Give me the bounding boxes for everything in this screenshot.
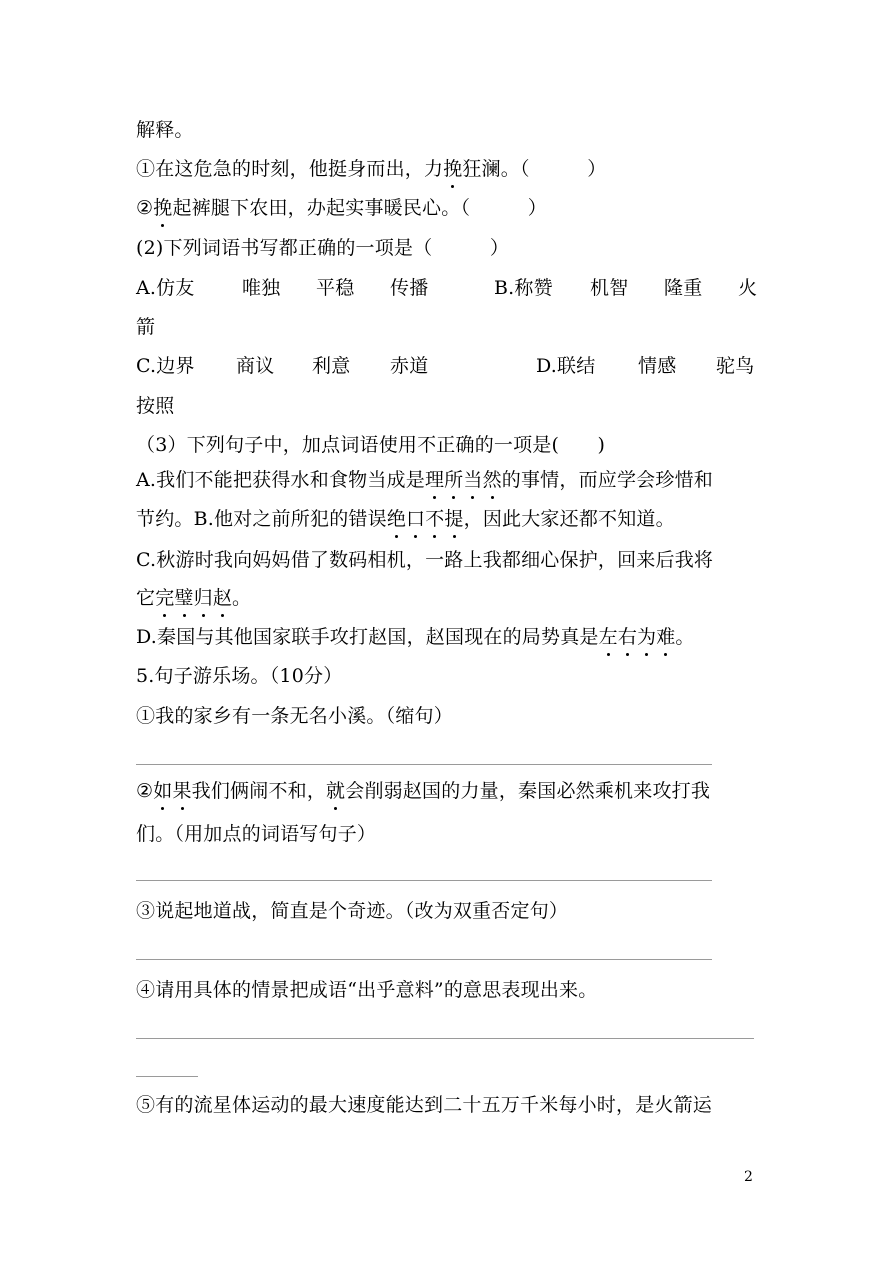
option-b-word-4: 火 (738, 277, 758, 299)
text: 节约。B.他对之前所犯的错误 (136, 508, 387, 530)
text: 它 (136, 587, 156, 609)
dotted-character: 为 (637, 626, 657, 648)
answer-line[interactable] (136, 959, 712, 960)
dotted-character: 左 (598, 626, 618, 648)
dotted-character: 挽 (443, 158, 463, 180)
dotted-character: 就 (326, 780, 346, 802)
text: 起裤腿下农田，办起实事暖民心。（ ） (172, 197, 547, 219)
answer-line-end[interactable] (136, 1076, 198, 1077)
option-a-word-2: 唯独 (242, 277, 281, 299)
sentence-a-line-2 (136, 507, 758, 531)
question-5-5 (136, 1093, 758, 1117)
text: 。 (675, 626, 695, 648)
question-1-line (136, 157, 758, 181)
dotted-character: 绝 (386, 508, 407, 530)
option-b-word-2: 机智 (590, 277, 629, 299)
options-ab-wrap (136, 315, 758, 339)
question-5-2-line-2 (136, 822, 758, 846)
dotted-character: 璧 (174, 587, 194, 609)
text: ③说起地道战，简直是个奇迹。（改为双重否定句） (136, 900, 569, 922)
text: 们。（用加点的词语写句子） (136, 823, 377, 845)
option-d-word-1: D.联结 (536, 355, 596, 377)
text: (2)下列词语书写都正确的一项是（ ） (136, 237, 510, 259)
question-5-3 (136, 899, 758, 923)
text: 解释。 (136, 119, 194, 141)
sentence-d-line (136, 625, 758, 649)
dotted-character: 完 (155, 587, 175, 609)
text: ①我的家乡有一条无名小溪。（缩句） (136, 705, 453, 727)
option-c-word-3: 利意 (312, 355, 351, 377)
option-a-word-1: A.仿友 (136, 277, 195, 299)
options-cd-wrap (136, 394, 758, 418)
text: C.秋游时我向妈妈借了数码相机，一路上我都细心保护，回来后我将 (136, 549, 714, 571)
answer-line[interactable] (136, 880, 712, 881)
text: D.秦国与其他国家联手攻打赵国，赵国现在的局势真是 (136, 626, 599, 648)
sentence-c-line-2 (136, 586, 758, 610)
dotted-character: 右 (617, 626, 638, 648)
dotted-character: 然 (482, 469, 502, 491)
dotted-character: 挽 (153, 197, 173, 219)
question-5-1 (136, 704, 758, 728)
text: 我们俩闹不和， (191, 780, 327, 802)
text: 箭 (136, 316, 156, 338)
option-a-word-3: 平稳 (316, 277, 355, 299)
text: ①在这危急的时刻，他挺身而出，力 (136, 158, 444, 180)
sentence-c-line-1 (136, 548, 758, 572)
question-2-line (136, 196, 758, 220)
text: ⑤有的流星体运动的最大速度能达到二十五万千米每小时，是火箭运 (136, 1094, 713, 1116)
page-number: 2 (744, 1169, 753, 1185)
text: 狂澜。（ ） (462, 158, 607, 180)
sub-question-2 (136, 236, 758, 260)
question-5-2-line-1 (136, 779, 758, 803)
dotted-character: 口 (406, 508, 426, 530)
dotted-character: 提 (444, 508, 464, 530)
text: 的事情，而应学会珍惜和 (501, 469, 713, 491)
option-d-word-3: 驼鸟 (716, 355, 755, 377)
question-5-4 (136, 978, 758, 1002)
dotted-character: 赵 (212, 587, 233, 609)
text: 5.句子游乐场。（10分） (136, 665, 343, 687)
option-c-word-1: C.边界 (136, 355, 195, 377)
text: ，因此大家还都不知道。 (463, 508, 675, 530)
text: 会削弱赵国的力量，秦国必然乘机来攻打我 (345, 780, 711, 802)
text: 。 (232, 587, 252, 609)
answer-line[interactable] (136, 1038, 754, 1039)
option-b-word-1: B.称赞 (494, 277, 553, 299)
option-b-word-3: 隆重 (664, 277, 703, 299)
dotted-character: 所 (444, 469, 464, 491)
answer-line[interactable] (136, 764, 712, 765)
text-line (136, 118, 758, 142)
text: （3）下列句子中，加点词语使用不正确的一项是( ) (136, 434, 606, 456)
sentence-a-line-1 (136, 468, 758, 492)
dotted-character: 果 (172, 780, 192, 802)
dotted-character: 归 (193, 587, 213, 609)
dotted-character: 不 (425, 508, 445, 530)
dotted-character: 难 (656, 626, 676, 648)
text: ④请用具体的情景把成语“出乎意料”的意思表现出来。 (136, 979, 598, 1001)
dotted-character: 理 (424, 469, 445, 491)
text: 按照 (136, 395, 175, 417)
option-a-word-4: 传播 (390, 277, 429, 299)
dotted-character: 如 (153, 780, 173, 802)
dotted-character: 当 (463, 469, 483, 491)
text: ② (136, 197, 154, 219)
option-c-word-4: 赤道 (390, 355, 429, 377)
option-c-word-2: 商议 (236, 355, 275, 377)
option-d-word-2: 情感 (638, 355, 677, 377)
sub-question-3 (136, 433, 758, 457)
text: A.我们不能把获得水和食物当成是 (136, 469, 425, 491)
text: ② (136, 780, 154, 802)
question-5-heading (136, 664, 758, 688)
